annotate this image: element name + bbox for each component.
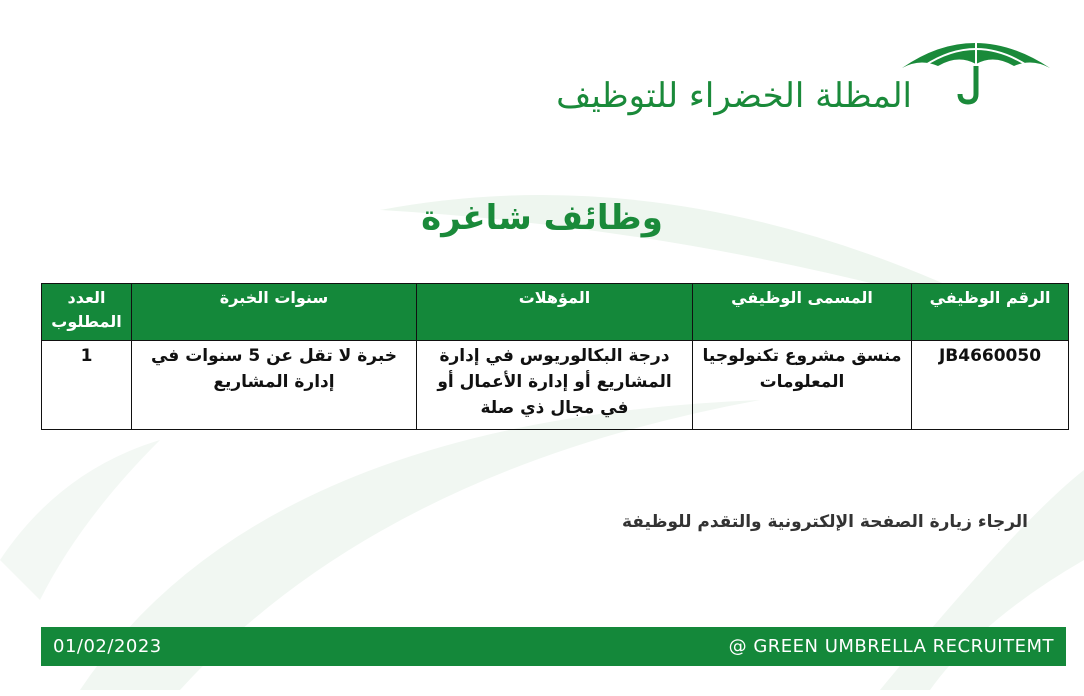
- cell-experience: خبرة لا تقل عن 5 سنوات في إدارة المشاريع: [132, 341, 417, 430]
- company-logo: [556, 28, 1064, 128]
- header-qualifications: المؤهلات: [417, 284, 693, 341]
- footer-bar: [41, 627, 1066, 666]
- apply-note: الرجاء زيارة الصفحة الإلكترونية والتقدم للوظيفة: [621, 512, 1028, 532]
- table-row: [42, 341, 1069, 430]
- logo-text: المظلة الخضراء للتوظيف: [556, 76, 912, 116]
- page-title: وظائف شاغرة: [421, 198, 663, 238]
- header-count: العدد المطلوب: [42, 284, 132, 341]
- cell-job-id: JB4660050: [912, 341, 1069, 430]
- cell-count: 1: [42, 341, 132, 430]
- vacancies-table: [41, 283, 1069, 430]
- footer-date: 01/02/2023: [53, 636, 162, 657]
- footer-brand: @ GREEN UMBRELLA RECRUITEMT: [728, 636, 1054, 657]
- cell-job-title: منسق مشروع تكنولوجيا المعلومات: [693, 341, 912, 430]
- header-experience: سنوات الخبرة: [132, 284, 417, 341]
- header-job-title: المسمى الوظيفي: [693, 284, 912, 341]
- umbrella-icon: [894, 28, 1064, 108]
- table-header-row: [42, 284, 1069, 341]
- cell-qualifications: درجة البكالوريوس في إدارة المشاريع أو إدارة الأعمال أو في مجال ذي صلة: [417, 341, 693, 430]
- header-job-id: الرقم الوظيفي: [912, 284, 1069, 341]
